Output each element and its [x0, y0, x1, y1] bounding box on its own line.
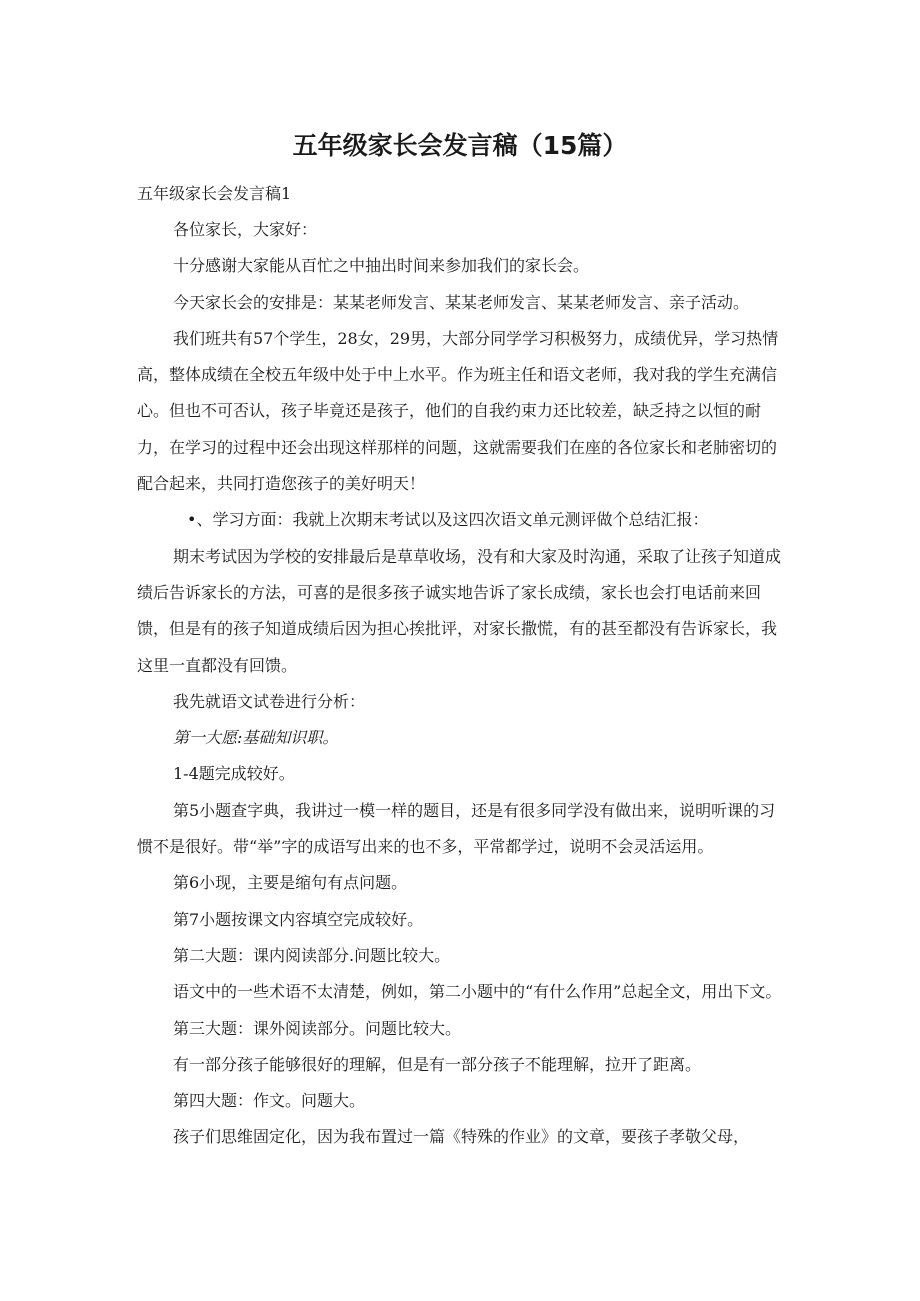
class-overview-paragraph: 我们班共有57个学生，28女，29男，大部分同学学习积极努力，成绩优异，学习热情高，整体成绩在全校五年级中处于中上水平。作为班主任和语文老师，我对我的学生充满信心。但也不可否认，孩子毕竟还是孩子，他们的自我约束力还比较差，缺乏持之以恒的耐力，在学习的过程中还会出现这样那样的问题，这就需要我们在座的各位家长和老肺密切的配合起来，共同打造您孩子的美好明天！ [137, 328, 779, 494]
speech-subtitle: 五年级家长会发言稿1 [137, 184, 292, 203]
section-one-heading: 第一大愿:基础知识职。 [173, 728, 339, 748]
agenda-paragraph: 今天家长会的安排是：某某老师发言、某某老师发言、某某老师发言、亲子活动。 [173, 292, 750, 312]
analysis-intro-paragraph: 我先就语文试卷进行分析： [173, 691, 366, 711]
understanding-paragraph: 有一部分孩子能够很好的理解，但是有一部分孩子不能理解，拉开了距离。 [173, 1054, 702, 1074]
question-5-paragraph: 第5小题查字典，我讲过一模一样的题目，还是有很多同学没有做出来，说明听课的习惯不是很好。带“举”字的成语写出来的也不多，平常都学过，说明不会灵活运用。 [137, 800, 776, 857]
section-four-heading: 第四大题：作文。问题大。 [173, 1091, 366, 1111]
section-two-heading: 第二大题：课内阅读部分.问题比较大。 [173, 945, 451, 965]
composition-paragraph: 孩子们思维固定化，因为我布置过一篇《特殊的作业》的文章，要孩子孝敬父母， [173, 1127, 750, 1147]
section-three-heading: 第三大题：课外阅读部分。问题比较大。 [173, 1018, 462, 1038]
final-exam-paragraph: 期末考试因为学校的安排最后是草草收场，没有和大家及时沟通，采取了让孩子知道成绩后告诉家长的方法，可喜的是很多孩子诚实地告诉了家长成绩，家长也会打电话前来回馈，但是有的孩子知道成绩后因为担心挨批评，对家长撒慌，有的甚至都没有告诉家长，我这里一直都没有回馈。 [137, 546, 782, 675]
thanks-paragraph: 十分感谢大家能从百忙之中抽出时间来参加我们的家长会。 [173, 256, 590, 276]
document-title: 五年级家长会发言稿（15篇） [292, 131, 628, 160]
questions-1-4-paragraph: 1-4题完成较好。 [173, 764, 295, 784]
document-body [137, 212, 785, 1156]
terminology-paragraph: 语文中的一些术语不太清楚，例如，第二小题中的“有什么作用”总起全文，用出下文。 [173, 982, 782, 1002]
greeting-paragraph: 各位家长，大家好： [173, 220, 318, 239]
study-section-heading: •、学习方面：我就上次期末考试以及这四次语文单元测评做个总结汇报： [187, 510, 709, 530]
question-7-paragraph: 第7小题按课文内容填空完成较好。 [173, 909, 424, 929]
question-6-paragraph: 第6小现，主要是缩句有点问题。 [173, 873, 408, 893]
